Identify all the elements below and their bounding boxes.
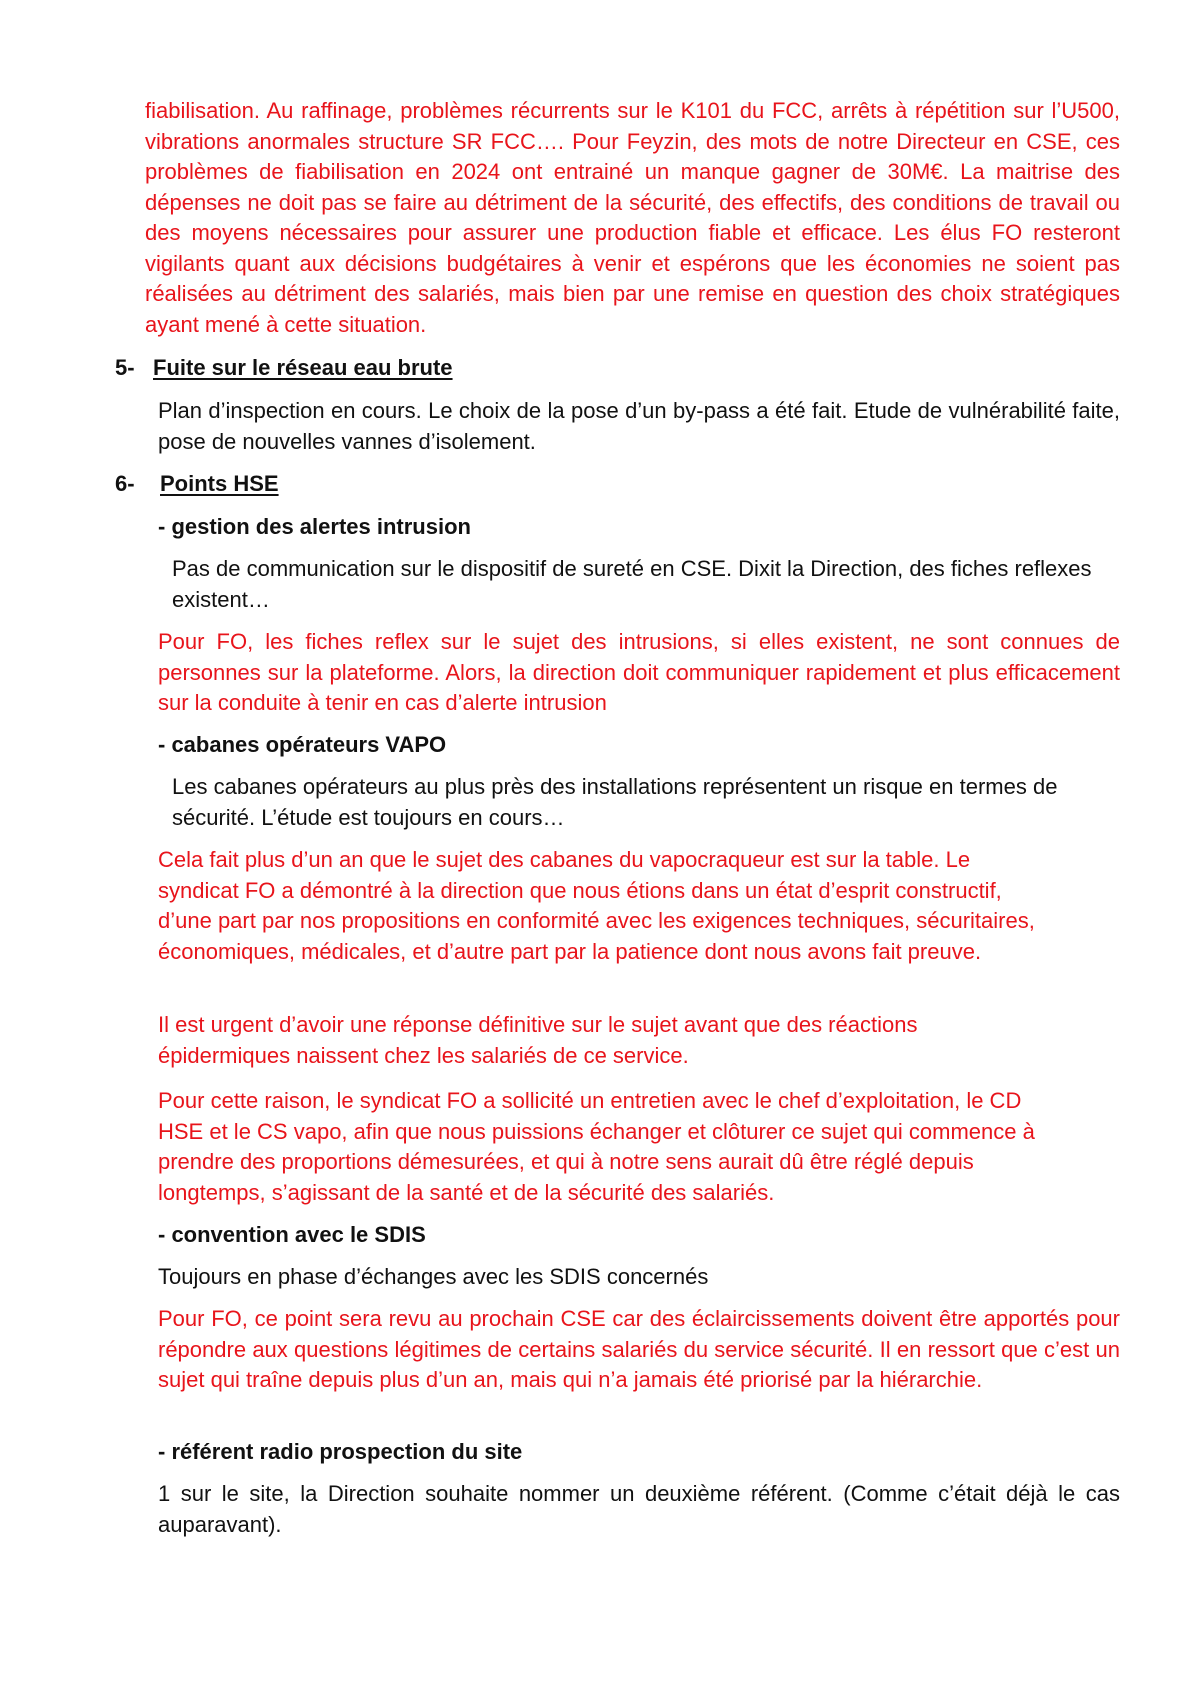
subheading-cabanes-vapo: - cabanes opérateurs VAPO xyxy=(158,732,447,757)
fo-budget-paragraph: fiabilisation. Au raffinage, problèmes récurrents sur le K101 du FCC, arrêts à répétition sur l’U500, vibrations anormales structure SR FCC…. Pour Feyzin, des mots de notre Directeur en CSE, ces problèmes de fiabilisation en 2024 ont entrainé un manque gagner de 30M€. La maitrise des dépenses ne doit pas se faire au détriment de la sécurité, des effectifs, des conditions de travail ou des moyens nécessaires pour assurer une production fiable et efficace. Les élus FO resteront vigilants quant aux décisions budgétaires à venir et espérons que les économies ne soient pas réalisées au détriment des salariés, mais bien par une remise en question des choix stratégiques ayant mené à cette situation. xyxy=(145,98,1120,337)
convention-sdis-text: Toujours en phase d’échanges avec les SDIS concernés xyxy=(158,1264,709,1289)
alertes-intrusion-text: Pas de communication sur le dispositif de sureté en CSE. Dixit la Direction, des fiches reflexes existent… xyxy=(172,556,1092,612)
cabanes-vapo-text: Les cabanes opérateurs au plus près des installations représentent un risque en termes de sécurité. L’étude est toujours en cours… xyxy=(172,774,1058,830)
alertes-intrusion-fo-paragraph: Pour FO, les fiches reflex sur le sujet des intrusions, si elles existent, ne sont connues de personnes sur la plateforme. Alors, la direction doit communiquer rapidement et plus efficacement sur la conduite à tenir en cas d’alerte intrusion xyxy=(158,629,1120,715)
section-6-title: Points HSE xyxy=(160,471,279,496)
section-5-number: 5- xyxy=(115,355,135,380)
section-5-heading xyxy=(115,353,453,384)
section-5-text: Plan d’inspection en cours. Le choix de la pose d’un by-pass a été fait. Etude de vulnérabilité faite, pose de nouvelles vannes d’isolement. xyxy=(158,398,1120,454)
subheading-alertes-intrusion: - gestion des alertes intrusion xyxy=(158,514,471,539)
cabanes-fo-paragraph-3: Pour cette raison, le syndicat FO a sollicité un entretien avec le chef d’exploitation, le CD HSE et le CS vapo, afin que nous puissions échanger et clôturer ce sujet qui commence à prendre des proportions démesurées, et qui à notre sens aurait dû être réglé depuis longtemps, s’agissant de la santé et de la sécurité des salariés. xyxy=(158,1088,1035,1205)
subheading-convention-sdis: - convention avec le SDIS xyxy=(158,1222,426,1247)
section-5-title: Fuite sur le réseau eau brute xyxy=(153,355,453,380)
subheading-referent-radio: - référent radio prospection du site xyxy=(158,1439,523,1464)
cabanes-fo-paragraph-1: Cela fait plus d’un an que le sujet des cabanes du vapocraqueur est sur la table. Le syndicat FO a démontré à la direction que nous étions dans un état d’esprit constructif, d’une part par nos propositions en conformité avec les exigences techniques, sécuritaires, économiques, médicales, et d’autre part par la patience dont nous avons fait preuve. xyxy=(158,847,1035,964)
convention-sdis-fo-paragraph: Pour FO, ce point sera revu au prochain CSE car des éclaircissements doivent être apportés pour répondre aux questions légitimes de certains salariés du service sécurité. Il en ressort que c’est un sujet qui traîne depuis plus d’un an, mais qui n’a jamais été priorisé par la hiérarchie. xyxy=(158,1306,1120,1392)
section-6-number: 6- xyxy=(115,471,135,496)
section-6-heading xyxy=(115,469,279,500)
referent-radio-text: 1 sur le site, la Direction souhaite nommer un deuxième référent. (Comme c’était déjà le cas auparavant). xyxy=(158,1481,1120,1537)
cabanes-fo-paragraph-2: Il est urgent d’avoir une réponse définitive sur le sujet avant que des réactions épidermiques naissent chez les salariés de ce service. xyxy=(158,1012,918,1068)
